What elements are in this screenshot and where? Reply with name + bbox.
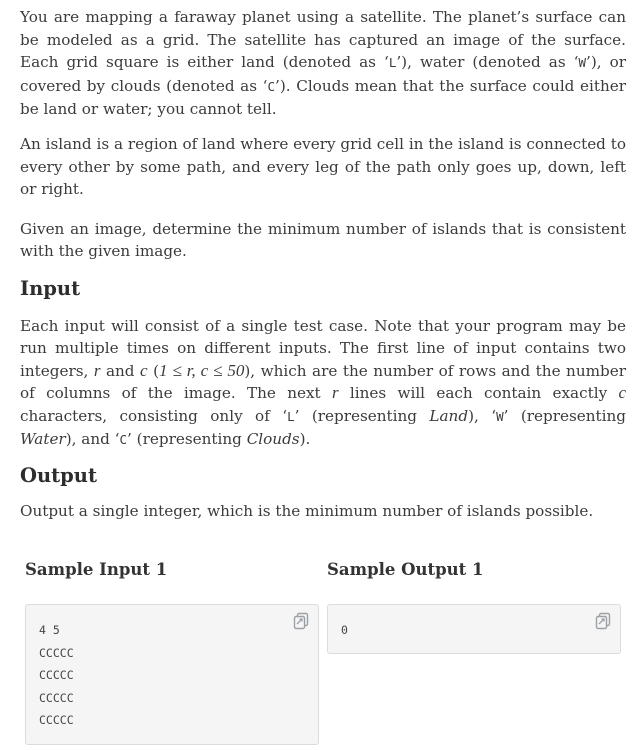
problem-statement [20, 6, 626, 522]
sample-input-box[interactable] [25, 604, 319, 745]
output-heading: Output [20, 463, 97, 487]
sample-input-text[interactable]: 4 5 CCCCC CCCCC CCCCC CCCCC [39, 623, 74, 727]
input-heading: Input [20, 276, 81, 300]
sample-output-column [327, 558, 621, 637]
copy-icon[interactable] [292, 612, 310, 630]
copy-output-button[interactable] [594, 612, 612, 630]
task-paragraph: Given an image, determine the minimum number of islands that is consistent with the given image. [20, 219, 626, 260]
sample-input-title: Sample Input 1 [25, 560, 168, 579]
island-definition-paragraph: An island is a region of land where every grid cell in the island is connected to every other by some path, and every leg of the path only goes up, down, left or right. [20, 135, 626, 198]
sample-output-title: Sample Output 1 [327, 560, 484, 579]
input-paragraph: Each input will consist of a single test case. Note that your program may be run multiple times on different inputs. The first line of input contains two integers, r and c (1 ≤ r, c ≤ 50), which are the number of rows and the number of columns of the image. The next r lines will each contain exactly c characters, consisting only of ‘L’ (representing Land), ‘W’ (representing Water), and ‘C’ (representing Clouds). [20, 316, 627, 448]
sample-output-box[interactable] [327, 604, 621, 654]
copy-input-button[interactable] [292, 612, 310, 630]
copy-icon[interactable] [594, 612, 612, 630]
output-paragraph: Output a single integer, which is the minimum number of islands possible. [20, 501, 594, 520]
sample-output-text[interactable]: 0 [341, 623, 348, 637]
sample-input-column [25, 558, 319, 727]
intro-paragraph: You are mapping a faraway planet using a satellite. The planet’s surface can be modeled as a grid. The satellite has captured an image of the surface. Each grid square is either land (denoted as ‘L’), water (denoted as ‘W’), or covered by clouds (denoted as ‘C’). Clouds mean that the surface could either be land or water; you cannot tell. [20, 8, 627, 118]
